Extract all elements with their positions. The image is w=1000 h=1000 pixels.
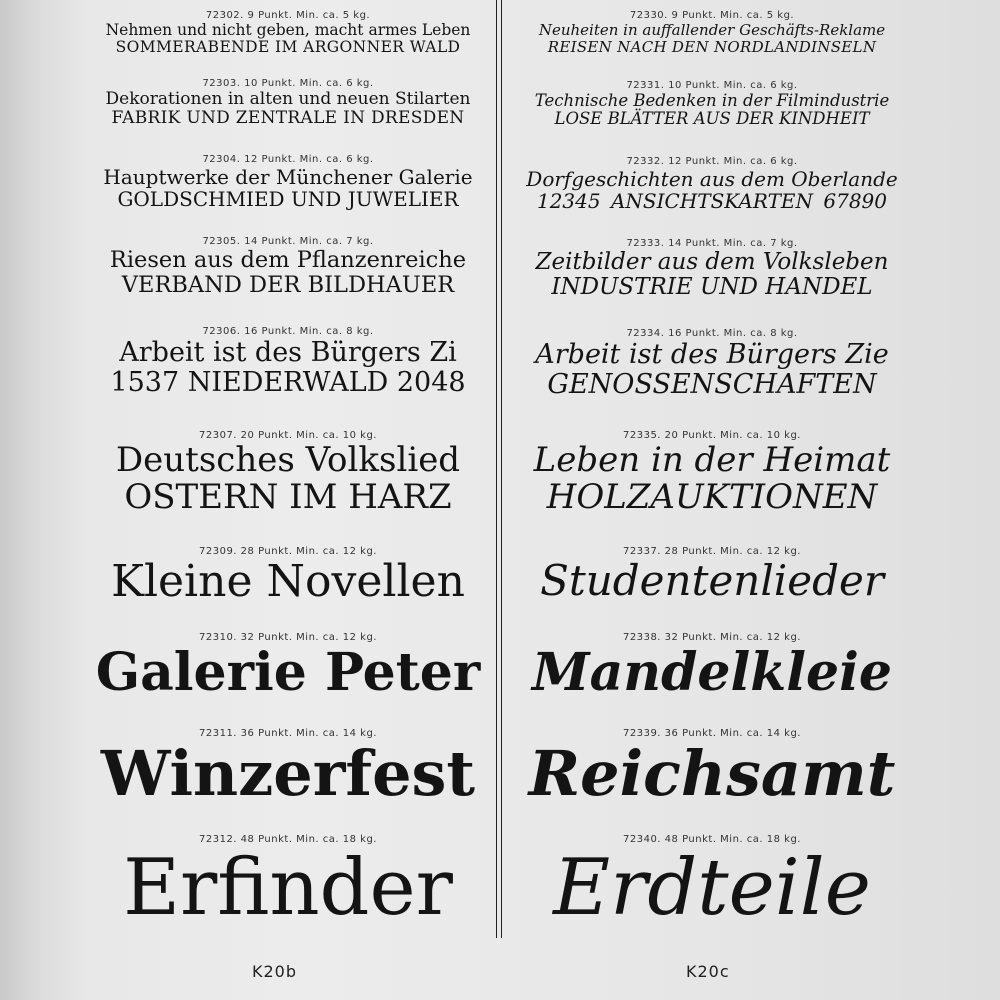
specimen-line: Erfinder bbox=[123, 843, 453, 933]
specimen-line: 1537 NIEDERWALD 2048 bbox=[110, 366, 466, 398]
specimen-entry bbox=[512, 80, 912, 128]
specimen-meta: 72333. 14 Punkt. Min. ca. 7 kg. bbox=[626, 238, 798, 249]
footer-right-code: K20c bbox=[686, 962, 730, 981]
specimen-line: 12345 ANSICHTSKARTEN 67890 bbox=[536, 189, 887, 213]
specimen-meta: 72312. 48 Punkt. Min. ca. 18 kg. bbox=[199, 834, 377, 845]
specimen-entry bbox=[92, 78, 484, 127]
specimen-meta: 72303. 10 Punkt. Min. ca. 6 kg. bbox=[202, 78, 374, 89]
specimen-line: Nehmen und nicht geben, macht armes Leben bbox=[105, 21, 471, 39]
specimen-line: Kleine Novellen bbox=[111, 556, 465, 607]
specimen-line: Erdteile bbox=[553, 843, 871, 933]
specimen-meta: 72335. 20 Punkt. Min. ca. 10 kg. bbox=[623, 430, 801, 441]
specimen-entry bbox=[92, 834, 484, 932]
specimen-line: Galerie Peter bbox=[95, 642, 481, 703]
specimen-meta: 72339. 36 Punkt. Min. ca. 14 kg. bbox=[623, 728, 801, 739]
specimen-entry bbox=[512, 834, 912, 932]
specimen-line: Riesen aus dem Pflanzenreiche bbox=[109, 247, 467, 273]
specimen-line: HOLZAUKTIONEN bbox=[546, 477, 878, 518]
specimen-entry bbox=[92, 546, 484, 606]
specimen-line: LOSE BLÄTTER AUS DER KINDHEIT bbox=[554, 109, 870, 129]
specimen-meta: 72338. 32 Punkt. Min. ca. 12 kg. bbox=[623, 632, 801, 643]
specimen-entry bbox=[92, 728, 484, 808]
specimen-line: Leben in der Heimat bbox=[533, 440, 891, 480]
specimen-line: Mandelkleie bbox=[532, 642, 892, 703]
specimen-meta: 72334. 16 Punkt. Min. ca. 8 kg. bbox=[626, 328, 798, 339]
specimen-entry bbox=[512, 430, 912, 517]
specimen-entry bbox=[92, 326, 484, 397]
specimen-entry bbox=[512, 728, 912, 808]
specimen-line: FABRIK UND ZENTRALE IN DRESDEN bbox=[111, 107, 465, 128]
specimen-line: GOLDSCHMIED UND JUWELIER bbox=[117, 187, 459, 211]
specimen-line: Arbeit ist des Bürgers Zi bbox=[119, 337, 457, 368]
specimen-meta: 72311. 36 Punkt. Min. ca. 14 kg. bbox=[199, 728, 377, 739]
specimen-line: Deutsches Volkslied bbox=[115, 440, 461, 480]
specimen-line: Zeitbilder aus dem Volksleben bbox=[535, 249, 889, 275]
specimen-meta: 72307. 20 Punkt. Min. ca. 10 kg. bbox=[199, 430, 377, 441]
specimen-line: OSTERN IM HARZ bbox=[124, 477, 452, 518]
specimen-line: Hauptwerke der Münchener Galerie bbox=[103, 165, 473, 189]
specimen-entry bbox=[512, 546, 912, 604]
specimen-line: Dorfgeschichten aus dem Oberlande bbox=[526, 167, 898, 191]
specimen-entry bbox=[512, 632, 912, 701]
specimen-entry bbox=[92, 430, 484, 517]
specimen-line: Neuheiten in auffallender Geschäfts-Reklame bbox=[538, 21, 886, 39]
specimen-line: Studentenlieder bbox=[540, 556, 884, 605]
specimen-line: INDUSTRIE UND HANDEL bbox=[551, 274, 873, 301]
footer-left-code: K20b bbox=[252, 962, 298, 981]
specimen-entry bbox=[92, 10, 484, 56]
specimen-meta: 72306. 16 Punkt. Min. ca. 8 kg. bbox=[202, 326, 374, 337]
specimen-line: VERBAND DER BILDHAUER bbox=[121, 271, 455, 298]
specimen-meta: 72337. 28 Punkt. Min. ca. 12 kg. bbox=[623, 546, 801, 557]
specimen-meta: 72309. 28 Punkt. Min. ca. 12 kg. bbox=[199, 546, 377, 557]
specimen-entry bbox=[92, 154, 484, 210]
specimen-line: SOMMERABENDE IM ARGONNER WALD bbox=[115, 38, 461, 57]
specimen-line: Reichsamt bbox=[528, 737, 896, 810]
specimen-meta: 72332. 12 Punkt. Min. ca. 6 kg. bbox=[626, 156, 798, 167]
specimen-meta: 72331. 10 Punkt. Min. ca. 6 kg. bbox=[626, 80, 798, 91]
specimen-entry bbox=[512, 328, 912, 399]
specimen-meta: 72340. 48 Punkt. Min. ca. 18 kg. bbox=[623, 834, 801, 845]
specimen-meta: 72305. 14 Punkt. Min. ca. 7 kg. bbox=[202, 236, 374, 247]
specimen-meta: 72330. 9 Punkt. Min. ca. 5 kg. bbox=[629, 10, 795, 21]
specimen-entry bbox=[512, 156, 912, 212]
specimen-line: Dekorationen in alten und neuen Stilarten bbox=[105, 89, 471, 109]
specimen-meta: 72302. 9 Punkt. Min. ca. 5 kg. bbox=[205, 10, 371, 21]
specimen-meta: 72304. 12 Punkt. Min. ca. 6 kg. bbox=[202, 154, 374, 165]
specimen-line: Winzerfest bbox=[100, 737, 476, 810]
specimen-entry bbox=[92, 236, 484, 298]
specimen-line: REISEN NACH DEN NORDLANDINSELN bbox=[547, 37, 877, 56]
specimen-entry bbox=[512, 10, 912, 55]
specimen-entry bbox=[512, 238, 912, 301]
specimen-line: GENOSSENSCHAFTEN bbox=[547, 368, 877, 400]
column-divider bbox=[496, 0, 502, 938]
specimen-line: Arbeit ist des Bürgers Zie bbox=[535, 339, 889, 370]
specimen-meta: 72310. 32 Punkt. Min. ca. 12 kg. bbox=[199, 632, 377, 643]
specimen-entry bbox=[92, 632, 484, 701]
specimen-line: Technische Bedenken in der Filmindustrie bbox=[534, 91, 890, 110]
